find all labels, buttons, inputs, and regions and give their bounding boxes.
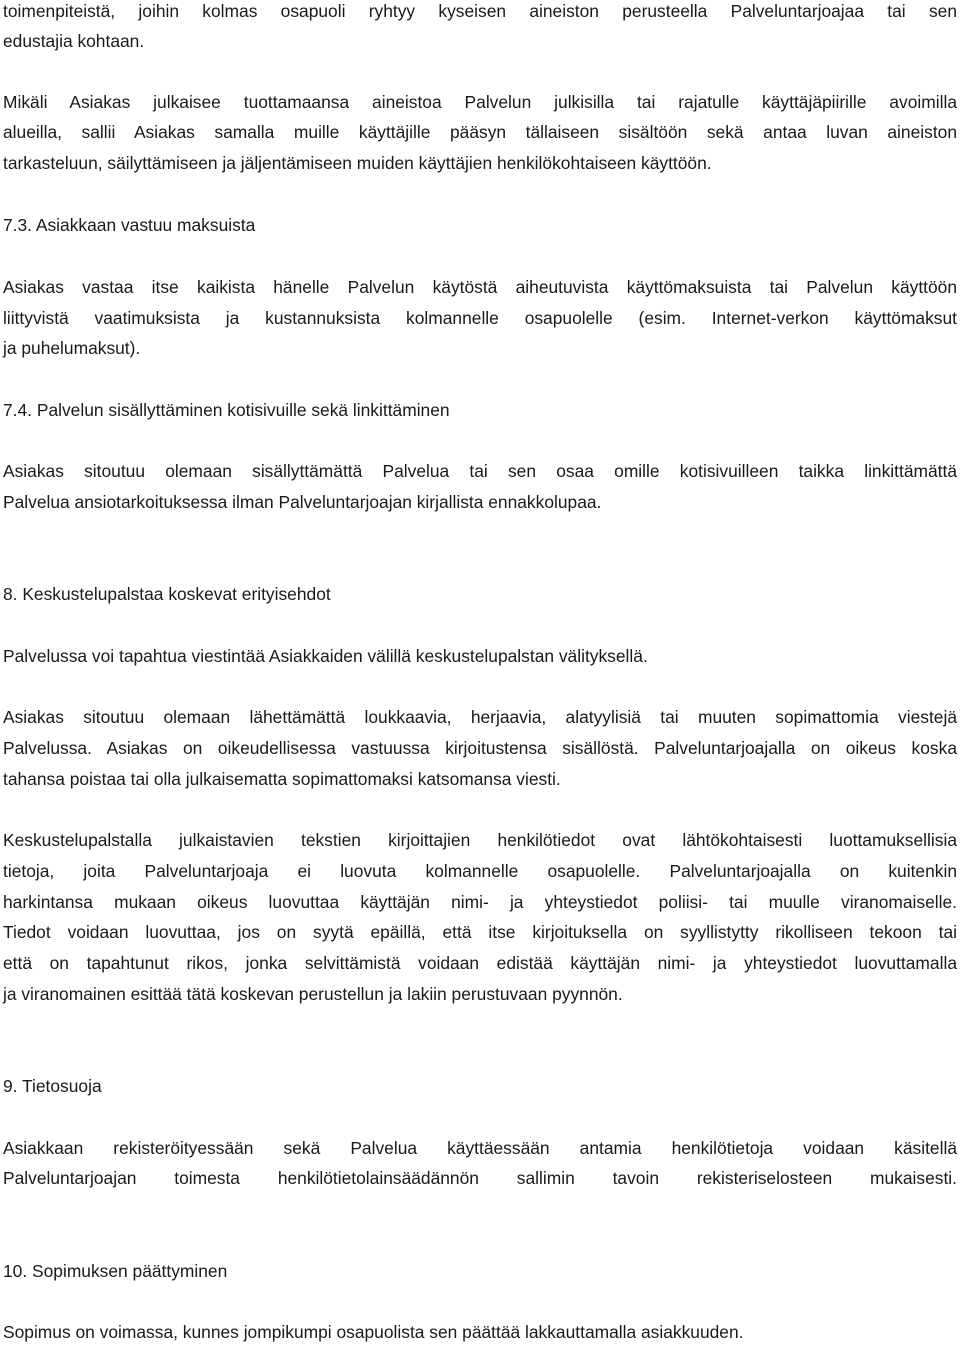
- paragraph-line: alueilla, sallii Asiakas samalla muille käyttäjille pääsyn tällaiseen sisältöön sekä antaa luvan aineiston: [3, 122, 957, 142]
- paragraph-line: tahansa poistaa tai olla julkaisematta sopimattomaksi katsomansa viesti.: [3, 769, 561, 789]
- paragraph-line: ja viranomainen esittää tätä koskevan perustellun ja lakiin perustuvaan pyynnön.: [3, 984, 623, 1004]
- paragraph-line: tarkasteluun, säilyttämiseen ja jäljentämiseen muiden käyttäjien henkilökohtaiseen käyttöön.: [3, 153, 712, 173]
- paragraph-line: Keskustelupalstalla julkaistavien tekstien kirjoittajien henkilötiedot ovat lähtökohtaisesti luottamuksellisia: [3, 830, 957, 850]
- paragraph-line: toimenpiteistä, joihin kolmas osapuoli ryhtyy kyseisen aineiston perusteella Palveluntarjoajaa tai sen: [3, 1, 957, 21]
- section-heading-7-3: 7.3. Asiakkaan vastuu maksuista: [3, 215, 256, 235]
- paragraph-line: että on tapahtunut rikos, jonka selvittämistä voidaan edistää käyttäjän nimi- ja yhteystiedot luovuttamalla: [3, 953, 957, 973]
- section-heading-7-4: 7.4. Palvelun sisällyttäminen kotisivuille sekä linkittäminen: [3, 400, 450, 420]
- paragraph-line: Asiakas sitoutuu olemaan lähettämättä loukkaavia, herjaavia, alatyylisiä tai muuten sopimattomia viestejä: [3, 707, 957, 727]
- section-heading-9: 9. Tietosuoja: [3, 1076, 102, 1096]
- paragraph-line: edustajia kohtaan.: [3, 31, 145, 51]
- paragraph-line: Asiakas vastaa itse kaikista hänelle Palvelun käytöstä aiheutuvista käyttömaksuista tai Palvelun käyttöön: [3, 277, 957, 297]
- paragraph-line: Palvelussa voi tapahtua viestintää Asiakkaiden välillä keskustelupalstan välityksellä.: [3, 646, 648, 666]
- paragraph-line: Asiakkaan rekisteröityessään sekä Palvelua käyttäessään antamia henkilötietoja voidaan käsitellä: [3, 1138, 957, 1158]
- paragraph-line: liittyvistä vaatimuksista ja kustannuksista kolmannelle osapuolelle (esim. Internet-verkon käyttömaksut: [3, 308, 957, 328]
- paragraph-line: Sopimus on voimassa, kunnes jompikumpi osapuolista sen päättää lakkauttamalla asiakkuuden.: [3, 1322, 744, 1342]
- paragraph-line: ja puhelumaksut).: [3, 338, 141, 358]
- paragraph-line: Palveluntarjoajan toimesta henkilötietolainsäädännön sallimin tavoin rekisteriselosteen mukaisesti.: [3, 1168, 957, 1188]
- paragraph-line: Mikäli Asiakas julkaisee tuottamaansa aineistoa Palvelun julkisilla tai rajatulle käyttäjäpiirille avoimilla: [3, 92, 957, 112]
- section-heading-8: 8. Keskustelupalstaa koskevat erityisehdot: [3, 584, 331, 604]
- paragraph-line: tietoja, joita Palveluntarjoaja ei luovuta kolmannelle osapuolelle. Palveluntarjoajalla on kuitenkin: [3, 861, 957, 881]
- paragraph-line: Palvelua ansiotarkoituksessa ilman Palveluntarjoajan kirjallista ennakkolupaa.: [3, 492, 602, 512]
- paragraph-line: Palvelussa. Asiakas on oikeudellisessa vastuussa kirjoitustensa sisällöstä. Palveluntarjoajalla on oikeus koska: [3, 738, 957, 758]
- section-heading-10: 10. Sopimuksen päättyminen: [3, 1261, 228, 1281]
- paragraph-line: Asiakas sitoutuu olemaan sisällyttämättä Palvelua tai sen osaa omille kotisivuilleen taikka linkittämättä: [3, 461, 957, 481]
- paragraph-line: Tiedot voidaan luovuttaa, jos on syytä epäillä, että itse kirjoituksella on syyllistytty rikolliseen tekoon tai: [3, 922, 957, 942]
- paragraph-line: harkintansa mukaan oikeus luovuttaa käyttäjän nimi- ja yhteystiedot poliisi- tai muulle viranomaiselle.: [3, 892, 957, 912]
